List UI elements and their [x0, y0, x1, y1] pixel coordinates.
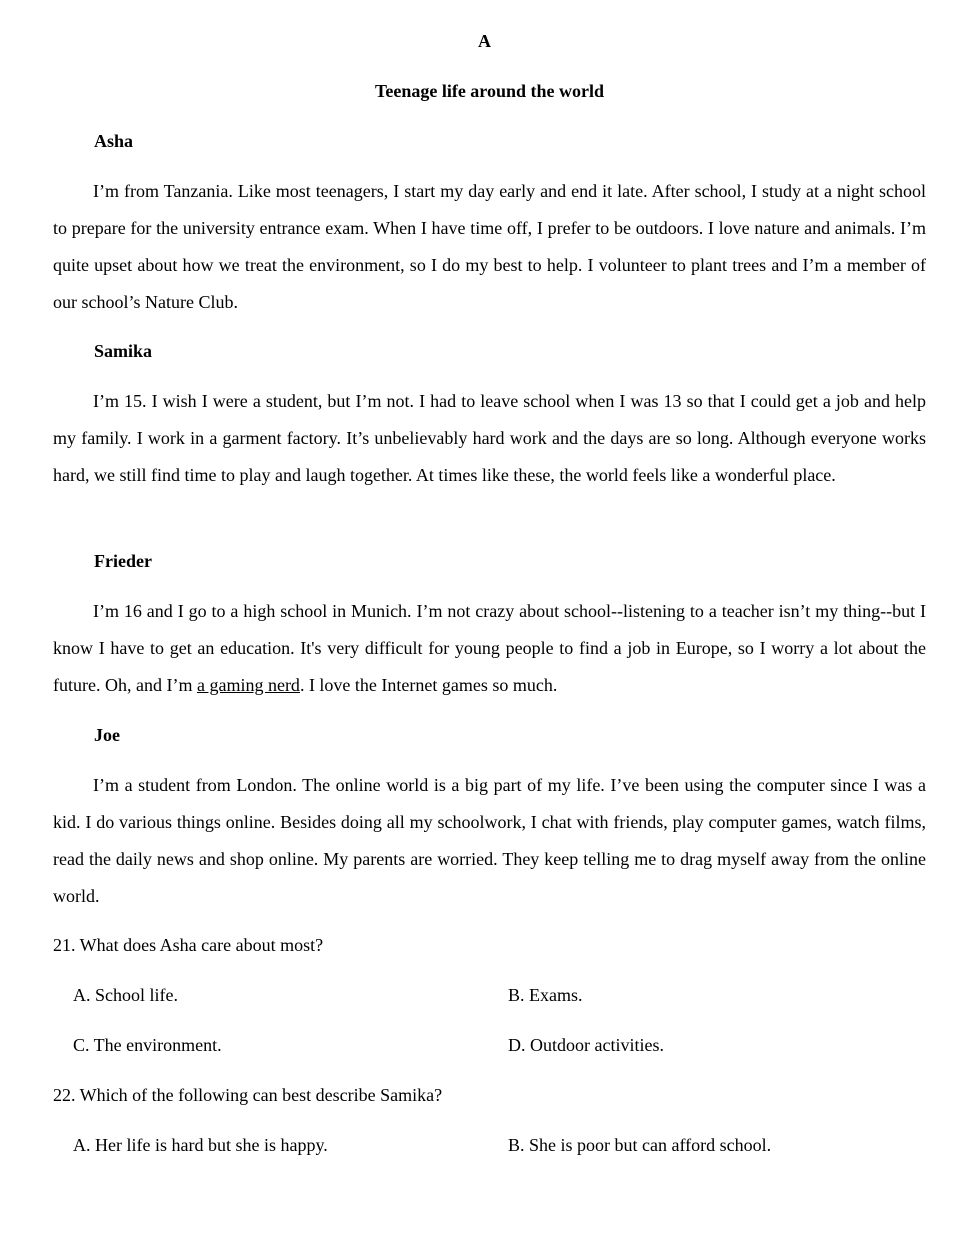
- paragraph-frieder-text-start: I’m 16 and I go to a high school in Munich. I’m not crazy about school--listening to a teacher isn’t my thing--but I know I have to get an education. It's very difficult for young people to find a job in Europe, so I worry a lot about the future. Oh, and I’m: [53, 601, 926, 695]
- question-21-option-c: C. The environment.: [73, 1035, 222, 1055]
- passage-title: Teenage life around the world: [374, 81, 604, 101]
- question-21-stem: 21. What does Asha care about most?: [53, 935, 324, 955]
- question-22-option-b: B. She is poor but can afford school.: [508, 1135, 772, 1155]
- person-name-samika: Samika: [94, 341, 153, 361]
- paragraph-asha: I’m from Tanzania. Like most teenagers, I start my day early and end it late. After school, I study at a night school to prepare for the university entrance exam. When I have time off, I prefer to be outdoors. I love nature and animals. I’m quite upset about how we treat the environment, so I do my best to help. I volunteer to plant trees and I’m a member of our school’s Nature Club.: [53, 181, 926, 312]
- question-21-option-d: D. Outdoor activities.: [508, 1035, 664, 1055]
- paragraph-joe: I’m a student from London. The online world is a big part of my life. I’ve been using the computer since I was a kid. I do various things online. Besides doing all my schoolwork, I chat with friends, play computer games, watch films, read the daily news and shop online. My parents are worried. They keep telling me to drag myself away from the online world.: [53, 775, 926, 906]
- person-name-frieder: Frieder: [94, 551, 152, 571]
- person-name-joe: Joe: [94, 725, 120, 745]
- question-22-option-a: A. Her life is hard but she is happy.: [73, 1135, 328, 1155]
- question-22-stem: 22. Which of the following can best describe Samika?: [53, 1085, 443, 1105]
- section-letter: A: [478, 31, 491, 51]
- paragraph-frieder: [53, 593, 926, 704]
- question-21-option-a: A. School life.: [73, 985, 178, 1005]
- underlined-phrase: a gaming nerd: [196, 675, 300, 695]
- person-name-asha: Asha: [94, 131, 134, 151]
- question-21-option-b: B. Exams.: [508, 985, 583, 1005]
- paragraph-samika: I’m 15. I wish I were a student, but I’m not. I had to leave school when I was 13 so that I could get a job and help my family. I work in a garment factory. It’s unbelievably hard work and the days are so long. Although everyone works hard, we still find time to play and laugh together. At times like these, the world feels like a wonderful place.: [53, 391, 926, 485]
- paragraph-frieder-text-end: . I love the Internet games so much.: [299, 675, 558, 695]
